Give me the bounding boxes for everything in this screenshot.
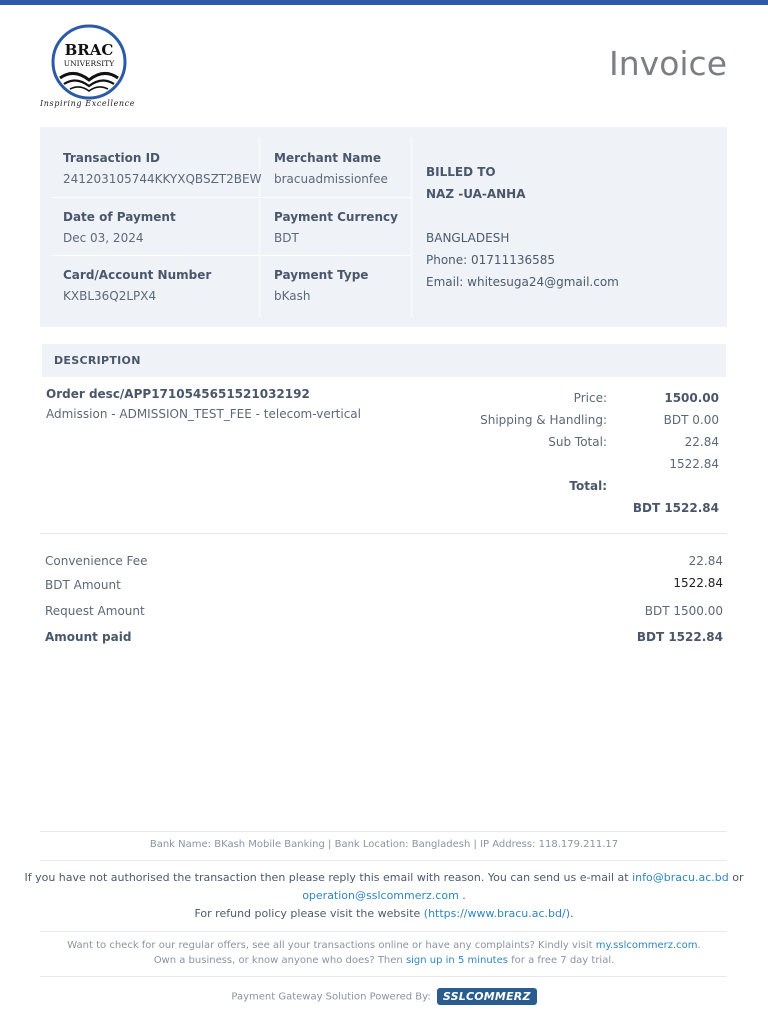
payment-currency-value: BDT [274,231,299,245]
bdt-amount-value: 1522.84 [673,576,723,590]
card-number-cell [63,268,263,303]
refund-policy-text: For refund policy please visit the website [194,907,421,920]
billed-to-name: NAZ -UA-ANHA [426,187,526,201]
logo-text-university: UNIVERSITY [63,59,115,68]
billed-to-country: BANGLADESH [426,231,510,245]
transaction-id-cell [63,151,263,186]
offers-text: Want to check for our regular offers, see all your transactions online or have any complaints? Kindly visit [67,940,593,951]
convenience-fee-row [45,554,723,572]
business-signup-line [0,955,768,966]
bracu-email-link[interactable]: info@bracu.ac.bd [632,871,729,884]
subtotal-label: Sub Total: [548,435,607,449]
bracu-website-link[interactable]: (https://www.bracu.ac.bd/) [423,907,570,920]
page-title: Invoice [609,44,727,83]
logo-text-brac: BRAC [64,41,114,59]
summary-extra-value: 1522.84 [669,457,719,471]
order-subtitle: Admission - ADMISSION_TEST_FEE - telecom-vertical [46,407,361,421]
shipping-label: Shipping & Handling: [480,413,607,427]
billed-to-email: Email: whitesuga24@gmail.com [426,275,619,289]
auth-or-text: or [732,871,744,884]
row-divider [52,197,411,198]
amount-paid-value: BDT 1522.84 [636,630,723,644]
my-sslcommerz-link[interactable]: my.sslcommerz.com [595,940,698,951]
payment-type-label: Payment Type [274,268,369,282]
payment-date-label: Date of Payment [63,210,176,224]
business-text: Own a business, or know anyone who does? Then [153,955,403,966]
payment-currency-label: Payment Currency [274,210,398,224]
refund-dot: . [570,907,574,920]
powered-by-text: Payment Gateway Solution Powered By: [231,991,431,1003]
total-label: Total: [569,479,607,493]
subtotal-value: 22.84 [684,435,719,449]
top-accent-bar [0,0,768,5]
merchant-name-label: Merchant Name [274,151,381,165]
bank-info-line: Bank Name: BKash Mobile Banking | Bank Location: Bangladesh | IP Address: 118.179.211.17 [149,839,619,850]
request-amount-row [45,604,723,622]
bdt-amount-label: BDT Amount [45,578,121,592]
price-value: 1500.00 [664,391,719,405]
billed-to-heading: BILLED TO [426,165,496,179]
description-header: DESCRIPTION [42,344,726,377]
payment-date-value: Dec 03, 2024 [63,231,144,245]
auth-dot: . [462,889,466,902]
summary-shipping-row [440,413,720,431]
bdt-amount-row [45,578,723,596]
auth-notice-line-2 [0,889,768,902]
refund-policy-line [0,907,768,920]
section-divider [40,533,727,534]
total-value: BDT 1522.84 [632,501,719,515]
transaction-info-panel [40,127,727,327]
billed-to-block [426,165,619,297]
footer-divider [40,831,727,832]
signup-link[interactable]: sign up in 5 minutes [405,955,508,966]
merchant-name-value: bracuadmissionfee [274,172,388,186]
sslcommerz-logo: SSLCOMMERZ [437,988,537,1005]
payment-type-value: bKash [274,289,311,303]
footer-divider [40,860,727,861]
auth-notice-text: If you have not authorised the transaction then please reply this email with reason. You can send us e-mail at [24,871,629,884]
price-label: Price: [573,391,607,405]
card-number-label: Card/Account Number [63,268,212,282]
card-number-value: KXBL36Q2LPX4 [63,289,157,303]
amount-paid-label: Amount paid [45,630,132,644]
footer-divider [40,931,727,932]
summary-subtotal-row [440,435,720,453]
billed-to-phone: Phone: 01711136585 [426,253,556,267]
sslcommerz-email-link[interactable]: operation@sslcommerz.com [302,889,459,902]
business-tail-text: for a free 7 day trial. [511,955,615,966]
powered-by-line [0,988,768,1005]
offers-line [0,940,768,951]
auth-notice-line [0,871,768,884]
transaction-id-label: Transaction ID [63,151,161,165]
request-amount-value: BDT 1500.00 [644,604,723,618]
summary-total-value-row [440,501,720,519]
summary-total-row [440,479,720,497]
row-divider [52,255,411,256]
summary-extra-row [440,457,720,475]
convenience-fee-value: 22.84 [688,554,723,568]
billed-to-spacer [426,209,619,231]
amount-paid-row [45,630,723,648]
payment-date-cell [63,210,263,245]
offers-dot: . [697,940,701,951]
shipping-value: BDT 0.00 [663,413,719,427]
request-amount-label: Request Amount [45,604,145,618]
convenience-fee-label: Convenience Fee [45,554,148,568]
transaction-id-value: 241203105744KKYXQBSZT2BEW [63,172,262,186]
summary-price-row [440,391,720,409]
logo-tagline: Inspiring Excellence [40,99,136,108]
order-title: Order desc/APP1710545651521032192 [46,387,310,401]
footer-divider [40,976,727,977]
